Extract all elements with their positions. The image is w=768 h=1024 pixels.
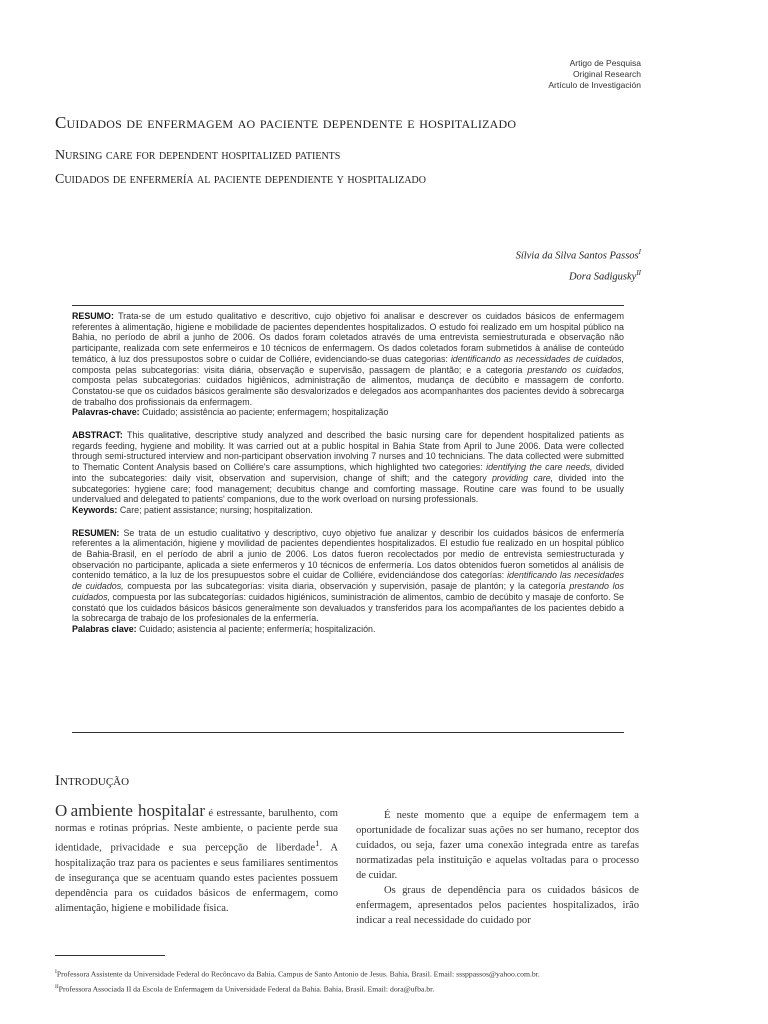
resumo-label: RESUMO: bbox=[72, 311, 114, 321]
abstract-keywords: Keywords: Care; patient assistance; nursing; hospitalization. bbox=[72, 504, 313, 515]
footnote-1: $^I$Professora Assistente da Universidade Federal do Recôncavo da Bahia, Campus de Santo Antonio de Jesus. Bahia, Brasil. Email: sssppassos@yahoo.com.br. bbox=[55, 969, 540, 979]
author-1-mark: I bbox=[638, 248, 641, 256]
abstract-section bbox=[72, 430, 624, 516]
citation-1: 1 bbox=[315, 838, 320, 848]
resumen-section bbox=[72, 528, 624, 635]
article-type-labels bbox=[548, 58, 641, 91]
resumo-keywords: Palavras-chave: Cuidado; assistência ao paciente; enfermagem; hospitalização bbox=[72, 407, 389, 418]
abstracts-block bbox=[72, 311, 624, 647]
abstract-text: ABSTRACT: This qualitative, descriptive study analyzed and described the basic nursing care for dependent hospitalized patients as regards feeding, hygiene and mobility. It was carried out at a public hospital in Bahia State from April to June 2006. Data were collected through semi-structured interview and non-participant observation involving 7 nurses and 10 technicians. The data collected were submitted to Thematic Content Analysis based on Colliére's care assumptions, which highlighted two categories: identifying the care needs, divided into the subcategories: daily visit, observation and supervision, change of shift; and the category providing care, divided into the subcategories: hygiene care; food management; decubitus change and comforting massage. Routine care was found to be usually undervalued and delegated to patients' companions, due to the work overload on nursing professionals. bbox=[72, 430, 624, 505]
author-list bbox=[516, 244, 641, 285]
title-portuguese: Cuidados de enfermagem ao paciente dependente e hospitalizado bbox=[55, 113, 517, 132]
footnotes bbox=[55, 966, 655, 995]
abstract-bottom-divider bbox=[72, 732, 624, 733]
intro-lead: ambiente hospitalar bbox=[70, 801, 206, 820]
intro-paragraph-1: O ambiente hospitalar é estressante, barulhento, com normas e rotinas próprias. Neste ambiente, o paciente perde sua identidade, privacidade e sua percepção de liberdade$^1$. A hospitalização traz para os pacientes e seus familiares sentimentos de insegurança que se acentuam quando estes pacientes possuem dependência para os cuidados básicos de enfermagem, como alimentação, higiene e mobilidade física. bbox=[55, 801, 339, 914]
author-1: Sílvia da Silva Santos Passos$^I$ bbox=[515, 248, 641, 262]
intro-paragraph-3: Os graus de dependência para os cuidados básicos de enfermagem, apresentados pelos pacientes hospitalizados, irão indicar a real necessidade do cuidado por bbox=[356, 885, 639, 926]
abstract-top-divider bbox=[72, 305, 624, 306]
author-2-mark: II bbox=[636, 268, 641, 277]
abstract-label: ABSTRACT: bbox=[72, 430, 123, 441]
resumen-text: RESUMEN: Se trata de un estudio cualitativo y descriptivo, cuyo objetivo fue analizar y describir los cuidados básicos de enfermería referentes a la alimentación, higiene y movilidad de pacientes dependientes hospitalizados. El estudio fue realizado en un hospital público de Bahia-Brasil, en el período de abril a junio de 2006. Los datos fueron recolectados por medio de entrevista semiestructurada y observación no participante, aplicada a siete enfermeros y 10 técnicos de enfermería. Los datos obtenidos fueron sometidos al análisis de contenido temático, a la luz de los presupuestos sobre el cuidar de Colliére, evidenciándose dos categorías: identificando las necesidades de cuidados, compuesta por las subcategorías: visita diaria, observación y supervisión, pasaje de plantón; y la categoría prestando los cuidados, compuesta por las subcategorías: cuidados higiénicos, suministración de alimentos, cambio de decúbito y masaje de conforto. Se constató que los cuidados básicos básicos generalmente son devaluados y transferidos para los acompañantes de los pacientes debido a la sobrecarga de trabajo de los profesionales de la enfermería. bbox=[72, 527, 624, 624]
author-2: Dora Sadigusky$^{II}$ bbox=[568, 268, 641, 282]
body-column-left bbox=[55, 803, 338, 916]
resumo-text: RESUMO: Trata-se de um estudo qualitativo e descritivo, cujo objetivo foi analisar e descrever os cuidados básicos de enfermagem referentes à alimentação, higiene e mobilidade de pacientes dependentes hospitalizados. O estudo foi realizado em um hospital público na Bahia, no período de abril a junho de 2006. Os dados foram coletados através de uma entrevista semiestruturada e observação não participante, realizada com sete enfermeiros e 10 técnicos de enfermagem. Os dados coletados foram submetidos à análise de conteúdo temático, à luz dos pressupostos sobre o cuidar de Colliére, evidenciando-se duas categorias: identificando as necessidades de cuidados, composta pelas subcategorias: visita diária, observação e supervisão, passagem de plantão; e a categoria prestando os cuidados, composta pelas subcategorias: cuidados higiênicos, administração de alimentos, mudança de decúbito e massagem de conforto. Constatou-se que os cuidados básicos geralmente são desvalorizados e delegados aos acompanhantes dos pacientes devido à sobrecarga de trabalho dos profissionais da enfermagem. bbox=[72, 311, 624, 407]
footnote-2: $^{II}$Professora Associada II da Escola de Enfermagem da Universidade Federal da Bahia. Bahia, Brasil. Email: dora@ufba.br. bbox=[55, 983, 435, 994]
resumen-keywords: Palabras clave: Cuidado; asistencia al paciente; enfermería; hospitalización. bbox=[72, 623, 376, 634]
title-block bbox=[55, 108, 655, 192]
footnote-divider bbox=[55, 955, 165, 956]
article-type-es: Artículo de Investigación bbox=[548, 80, 641, 90]
resumo-section bbox=[72, 311, 624, 418]
title-english: Nursing care for dependent hospitalized patients bbox=[55, 148, 341, 163]
title-spanish: Cuidados de enfermería al paciente dependiente y hospitalizado bbox=[55, 172, 426, 187]
section-title-introducao: Introdução bbox=[55, 773, 130, 789]
intro-paragraph-2: É neste momento que a equipe de enfermagem tem a oportunidade de focalizar suas ações no ser humano, receptor dos cuidados, ou seja, fazer uma conexão integrada entre as tarefas normatizadas pela instituição e aquelas voltadas para o processo de cuidar. bbox=[356, 810, 639, 881]
intro-dropcap: O bbox=[55, 801, 68, 820]
body-column-right bbox=[356, 808, 639, 928]
resumen-label: RESUMEN: bbox=[72, 527, 120, 538]
article-type-pt: Artigo de Pesquisa bbox=[569, 58, 641, 68]
article-type-en: Original Research bbox=[572, 69, 641, 79]
